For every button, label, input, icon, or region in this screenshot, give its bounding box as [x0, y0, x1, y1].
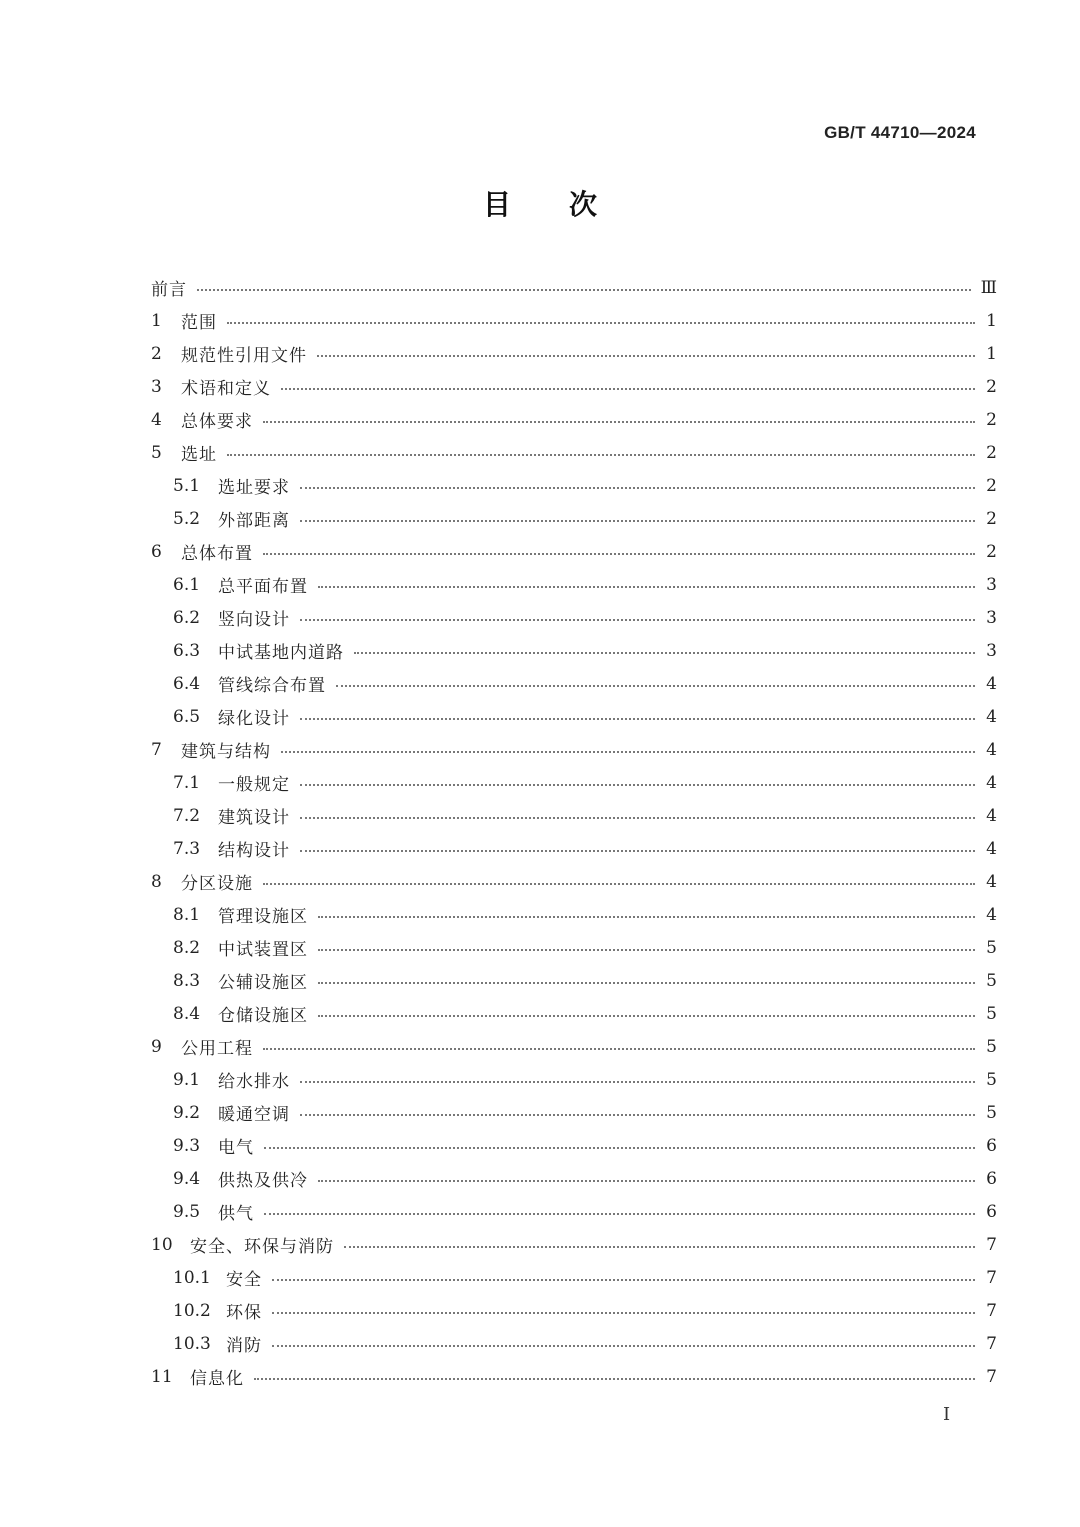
- toc-entry-label: 环保: [226, 1303, 262, 1323]
- toc-entry[interactable]: [151, 1261, 997, 1294]
- dot-leader: [272, 1278, 975, 1281]
- toc-entry-page: 7: [986, 1366, 997, 1387]
- toc-entry-number: 8.1: [173, 904, 201, 925]
- dot-leader: [300, 1080, 975, 1083]
- toc-entry-label: 总平面布置: [218, 577, 308, 597]
- toc-entry-number: 2: [151, 343, 162, 364]
- toc-entry-number: 7: [151, 739, 162, 760]
- toc-entry-number: 6.2: [173, 607, 201, 628]
- dot-leader: [354, 651, 975, 654]
- toc-entry-number: 10: [151, 1234, 173, 1255]
- title-char-1: 目: [482, 188, 511, 221]
- toc-entry-number: 9: [151, 1036, 162, 1057]
- toc-entry-page: 3: [986, 607, 997, 628]
- toc-entry[interactable]: [151, 634, 997, 667]
- toc-entry-page: 4: [986, 871, 997, 892]
- dot-leader: [272, 1311, 975, 1314]
- dot-leader: [300, 1113, 975, 1116]
- toc-entry-label: 中试基地内道路: [218, 643, 344, 663]
- toc-entry-number: 3: [151, 376, 162, 397]
- dot-leader: [272, 1344, 975, 1347]
- table-of-contents: [151, 271, 997, 1393]
- toc-entry-label: 规范性引用文件: [181, 346, 307, 366]
- toc-entry[interactable]: [151, 502, 997, 535]
- dot-leader: [263, 552, 975, 555]
- toc-entry-page: 4: [986, 805, 997, 826]
- toc-entry-label: 给水排水: [218, 1072, 290, 1092]
- toc-entry-number: 5: [151, 442, 162, 463]
- toc-entry[interactable]: [151, 1195, 997, 1228]
- toc-entry-page: 4: [986, 904, 997, 925]
- dot-leader: [263, 420, 975, 423]
- toc-entry-label: 信息化: [190, 1369, 244, 1389]
- toc-entry-page: 5: [986, 1069, 997, 1090]
- toc-entry-label: 供气: [218, 1204, 254, 1224]
- toc-entry-number: 8.2: [173, 937, 201, 958]
- dot-leader: [300, 519, 975, 522]
- dot-leader: [318, 1014, 975, 1017]
- dot-leader: [263, 882, 975, 885]
- toc-entry[interactable]: [151, 403, 997, 436]
- dot-leader: [264, 1146, 975, 1149]
- toc-entry-page: 2: [986, 376, 997, 397]
- toc-entry-label: 消防: [226, 1336, 262, 1356]
- toc-entry[interactable]: [151, 304, 997, 337]
- toc-entry-page: 7: [986, 1267, 997, 1288]
- toc-entry[interactable]: [151, 1063, 997, 1096]
- toc-entry-page: 4: [986, 706, 997, 727]
- toc-entry-label: 结构设计: [218, 841, 290, 861]
- dot-leader: [318, 585, 975, 588]
- toc-entry-page: 1: [986, 310, 997, 331]
- toc-entry-number: 9.2: [173, 1102, 201, 1123]
- toc-entry[interactable]: [151, 436, 997, 469]
- dot-leader: [300, 486, 975, 489]
- dot-leader: [227, 321, 975, 324]
- toc-entry-label: 建筑与结构: [181, 742, 271, 762]
- toc-entry-label: 一般规定: [218, 775, 290, 795]
- toc-entry-page: 6: [986, 1201, 997, 1222]
- toc-entry-number: 8.3: [173, 970, 201, 991]
- page-title: [0, 183, 1080, 223]
- dot-leader: [281, 387, 975, 390]
- toc-entry-label: 管理设施区: [218, 907, 308, 927]
- toc-entry-page: 5: [986, 937, 997, 958]
- toc-entry-number: 10.3: [173, 1333, 211, 1354]
- toc-entry-number: 6.5: [173, 706, 201, 727]
- dot-leader: [263, 1047, 975, 1050]
- toc-entry-page: 5: [986, 1102, 997, 1123]
- dot-leader: [227, 453, 975, 456]
- toc-entry-number: 9.5: [173, 1201, 201, 1222]
- toc-entry-label: 范围: [181, 313, 217, 333]
- toc-entry[interactable]: [151, 1030, 997, 1063]
- page-number: I: [943, 1404, 951, 1425]
- toc-entry-page: Ⅲ: [980, 277, 997, 298]
- toc-entry-number: 1: [151, 310, 162, 331]
- toc-entry-label: 管线综合布置: [218, 676, 326, 696]
- toc-entry-label: 建筑设计: [218, 808, 290, 828]
- toc-entry-label: 选址要求: [218, 478, 290, 498]
- dot-leader: [300, 849, 975, 852]
- toc-entry[interactable]: [151, 1096, 997, 1129]
- toc-entry-page: 4: [986, 739, 997, 760]
- toc-entry-page: 7: [986, 1300, 997, 1321]
- toc-entry[interactable]: [151, 1327, 997, 1360]
- toc-entry-page: 1: [986, 343, 997, 364]
- toc-entry[interactable]: [151, 700, 997, 733]
- dot-leader: [264, 1212, 975, 1215]
- dot-leader: [300, 816, 975, 819]
- toc-entry-label: 公用工程: [181, 1039, 253, 1059]
- toc-entry-page: 6: [986, 1135, 997, 1156]
- toc-entry-number: 4: [151, 409, 162, 430]
- toc-entry[interactable]: [151, 535, 997, 568]
- toc-entry-label: 暖通空调: [218, 1105, 290, 1125]
- toc-entry-number: 6: [151, 541, 162, 562]
- toc-entry-number: 7.3: [173, 838, 201, 859]
- toc-entry-number: 6.3: [173, 640, 201, 661]
- toc-entry[interactable]: [151, 469, 997, 502]
- toc-entry-number: 7.2: [173, 805, 201, 826]
- toc-entry-label: 分区设施: [181, 874, 253, 894]
- toc-entry-label: 外部距离: [218, 511, 290, 531]
- toc-entry[interactable]: [151, 1162, 997, 1195]
- toc-entry-number: 7.1: [173, 772, 201, 793]
- toc-entry-page: 4: [986, 838, 997, 859]
- toc-entry-page: 5: [986, 1003, 997, 1024]
- dot-leader: [318, 981, 975, 984]
- dot-leader: [336, 684, 975, 687]
- toc-entry-label: 中试装置区: [218, 940, 308, 960]
- title-char-2: 次: [569, 188, 598, 221]
- toc-entry-number: 8: [151, 871, 162, 892]
- dot-leader: [300, 783, 975, 786]
- toc-entry-page: 2: [986, 475, 997, 496]
- toc-entry[interactable]: [151, 931, 997, 964]
- toc-entry-number: 11: [151, 1366, 173, 1387]
- toc-entry-number: 5.2: [173, 508, 201, 529]
- toc-entry-page: 2: [986, 541, 997, 562]
- toc-entry-number: 9.3: [173, 1135, 201, 1156]
- toc-entry-page: 2: [986, 508, 997, 529]
- toc-entry[interactable]: [151, 733, 997, 766]
- dot-leader: [300, 717, 975, 720]
- toc-entry[interactable]: [151, 568, 997, 601]
- toc-entry-label: 总体要求: [181, 412, 253, 432]
- dot-leader: [318, 915, 975, 918]
- toc-entry-page: 5: [986, 1036, 997, 1057]
- toc-entry[interactable]: [151, 271, 997, 304]
- toc-entry-page: 2: [986, 442, 997, 463]
- toc-entry[interactable]: [151, 1294, 997, 1327]
- toc-entry[interactable]: [151, 898, 997, 931]
- toc-entry-label: 总体布置: [181, 544, 253, 564]
- toc-entry-label: 仓储设施区: [218, 1006, 308, 1026]
- standard-code: GB/T 44710—2024: [824, 123, 976, 142]
- toc-entry-number: 6.4: [173, 673, 201, 694]
- dot-leader: [318, 948, 975, 951]
- toc-entry-number: 6.1: [173, 574, 201, 595]
- toc-entry[interactable]: [151, 370, 997, 403]
- toc-entry-label: 公辅设施区: [218, 973, 308, 993]
- dot-leader: [318, 1179, 975, 1182]
- toc-entry-label: 安全: [226, 1270, 262, 1290]
- toc-entry-label: 前言: [151, 280, 187, 300]
- toc-entry-label: 绿化设计: [218, 709, 290, 729]
- toc-entry[interactable]: [151, 766, 997, 799]
- toc-entry-label: 术语和定义: [181, 379, 271, 399]
- toc-entry-page: 4: [986, 772, 997, 793]
- toc-entry-number: 9.1: [173, 1069, 201, 1090]
- toc-entry-label: 选址: [181, 445, 217, 465]
- toc-entry[interactable]: [151, 1129, 997, 1162]
- toc-entry[interactable]: [151, 1360, 997, 1393]
- toc-entry-page: 6: [986, 1168, 997, 1189]
- toc-entry-page: 3: [986, 640, 997, 661]
- toc-entry-page: 4: [986, 673, 997, 694]
- dot-leader: [254, 1377, 975, 1380]
- dot-leader: [281, 750, 975, 753]
- toc-entry[interactable]: [151, 799, 997, 832]
- dot-leader: [344, 1245, 975, 1248]
- toc-entry-number: 10.2: [173, 1300, 211, 1321]
- toc-entry[interactable]: [151, 865, 997, 898]
- toc-entry-number: 9.4: [173, 1168, 201, 1189]
- dot-leader: [300, 618, 975, 621]
- toc-entry-number: 8.4: [173, 1003, 201, 1024]
- dot-leader: [317, 354, 975, 357]
- toc-entry[interactable]: [151, 964, 997, 997]
- toc-entry-label: 竖向设计: [218, 610, 290, 630]
- toc-entry-page: 7: [986, 1234, 997, 1255]
- toc-entry-number: 5.1: [173, 475, 201, 496]
- toc-entry[interactable]: [151, 832, 997, 865]
- toc-entry-number: 10.1: [173, 1267, 211, 1288]
- toc-entry-page: 3: [986, 574, 997, 595]
- toc-entry-label: 电气: [218, 1138, 254, 1158]
- toc-entry[interactable]: [151, 1228, 997, 1261]
- toc-entry-label: 供热及供冷: [218, 1171, 308, 1191]
- toc-entry[interactable]: [151, 997, 997, 1030]
- toc-entry[interactable]: [151, 601, 997, 634]
- toc-entry-page: 7: [986, 1333, 997, 1354]
- toc-entry-page: 5: [986, 970, 997, 991]
- toc-entry[interactable]: [151, 667, 997, 700]
- toc-entry[interactable]: [151, 337, 997, 370]
- dot-leader: [197, 288, 971, 291]
- toc-entry-label: 安全、环保与消防: [190, 1237, 334, 1257]
- toc-entry-page: 2: [986, 409, 997, 430]
